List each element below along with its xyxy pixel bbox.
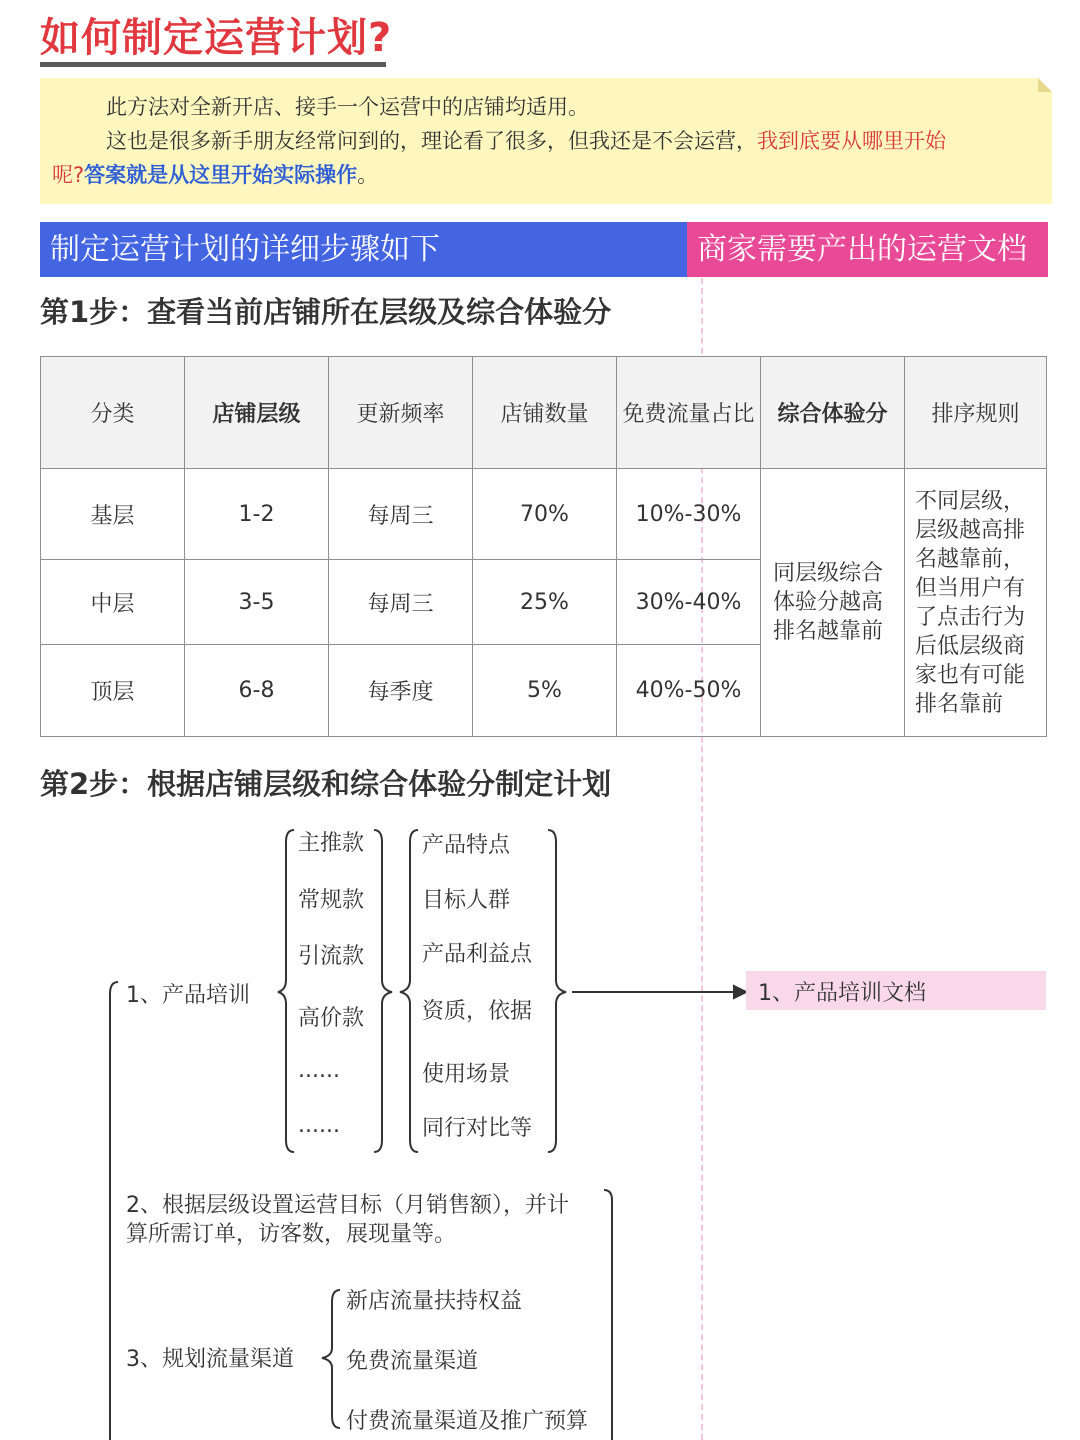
sort-rule-line: 家也有可能 [915,662,1026,688]
aspect-item: 产品特点 [422,833,511,858]
middle-brace-left [374,830,392,1152]
aspect-item: 目标人群 [422,888,511,913]
cell-frequency: 每周三 [329,469,473,560]
aspect-item: 使用场景 [422,1062,511,1087]
item-traffic-channels: 3、规划流量渠道 [126,1347,294,1372]
note-answer: 答案就是从这里开始实际操作 [84,163,358,187]
cell-free-traffic: 40%-50% [617,645,761,737]
header-sort-rule: 排序规则 [905,357,1047,469]
sort-rule-line: 名越靠前， [915,546,1026,572]
sort-rule-line: 层级越高排 [915,517,1026,543]
middle-brace-right [400,830,418,1152]
note-line-3-end: 。 [357,163,379,187]
product-item: 常规款 [298,888,365,913]
product-item: 引流款 [298,944,365,969]
sort-rule-line: 了点击行为 [915,604,1026,630]
cell-level: 6-8 [185,645,329,737]
note-line-3-highlight: 呢? [52,163,85,187]
item-operation-goal-line-2: 算所需订单，访客数，展现量等。 [126,1222,457,1247]
item-operation-goal-line-1: 2、根据层级设置运营目标（月销售额），并计 [126,1193,569,1218]
note-line-1: 此方法对全新开店、接手一个运营中的店铺均适用。 [106,95,589,119]
experience-rule-line: 同层级综合 [773,561,884,586]
item2-bracket [604,1190,612,1440]
cell-frequency: 每周三 [329,560,473,645]
product-item: 高价款 [298,1006,365,1031]
steps-banner: 制定运营计划的详细步骤如下 [40,222,687,277]
sort-rule-line: 后低层级商 [915,633,1026,659]
product-item: ...... [298,1113,340,1138]
note-line-2-plain: 这也是很多新手朋友经常问到的，理论看了很多，但我还是不会运营， [106,129,757,153]
cell-frequency: 每季度 [329,645,473,737]
experience-rule-line: 排名越靠前 [773,619,884,644]
aspect-item: 产品利益点 [422,942,533,967]
aspect-item: 同行对比等 [422,1116,533,1141]
aspect-brace [548,830,566,1152]
sort-rule-line: 但当用户有 [915,575,1026,601]
cell-count: 25% [473,560,617,645]
cell-level: 1-2 [185,469,329,560]
cell-free-traffic: 10%-30% [617,469,761,560]
item-product-training: 1、产品培训 [126,983,250,1008]
channel-brace [322,1290,340,1428]
sort-rule-line: 不同层级， [915,488,1026,514]
cell-count: 5% [473,645,617,737]
header-free-traffic-share: 免费流量占比 [617,357,761,469]
main-brace [110,982,118,1440]
header-store-count: 店铺数量 [473,357,617,469]
page-title: 如何制定运营计划? [40,15,393,61]
channel-item: 新店流量扶持权益 [346,1289,523,1314]
aspect-item: 资质，依据 [422,999,533,1024]
product-item: ...... [298,1058,340,1083]
product-item: 主推款 [298,831,365,856]
cell-free-traffic: 30%-40% [617,560,761,645]
channel-item: 付费流量渠道及推广预算 [346,1409,589,1434]
sort-rule-line: 排名靠前 [915,691,1004,717]
experience-rule-line: 体验分越高 [773,590,884,615]
step1-title: 第1步：查看当前店铺所在层级及综合体验分 [40,295,612,329]
product-brace [278,830,294,1152]
step2-title: 第2步：根据店铺层级和综合体验分制定计划 [40,767,612,801]
documents-banner: 商家需要产出的运营文档 [687,222,1048,277]
note-line-2-highlight: 我到底要从哪里开始 [757,129,946,153]
arrow-head [734,986,746,998]
cell-count: 70% [473,469,617,560]
header-experience-score: 综合体验分 [761,357,905,469]
cell-category: 基层 [41,469,185,560]
header-category: 分类 [41,357,185,469]
header-update-frequency: 更新频率 [329,357,473,469]
header-store-level: 店铺层级 [185,357,329,469]
product-training-doc-label: 1、产品培训文档 [758,981,926,1006]
cell-level: 3-5 [185,560,329,645]
cell-category: 中层 [41,560,185,645]
cell-category: 顶层 [41,645,185,737]
channel-item: 免费流量渠道 [346,1349,479,1374]
